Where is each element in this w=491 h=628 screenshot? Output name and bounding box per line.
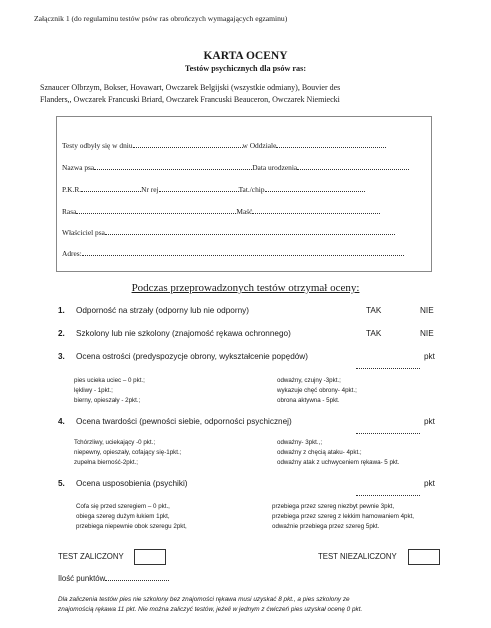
item-4-number: 4. bbox=[58, 417, 65, 426]
annex-note: Załącznik 1 (do regulaminu testów psów ras obrończych wymagających egzaminu) bbox=[34, 14, 288, 23]
branch-field[interactable] bbox=[276, 140, 386, 148]
item-4-points-field[interactable] bbox=[356, 421, 420, 439]
item-3-unit: pkt bbox=[424, 352, 435, 361]
item-3-points-field[interactable] bbox=[356, 356, 420, 374]
dog-name-field[interactable] bbox=[94, 162, 252, 170]
birth-date-field[interactable] bbox=[297, 162, 409, 170]
address-label: Adres: bbox=[62, 249, 82, 258]
points-row bbox=[58, 574, 169, 583]
color-label: Maść bbox=[236, 207, 253, 216]
dog-name-label: Nazwa psa bbox=[62, 163, 95, 172]
test-passed-checkbox[interactable] bbox=[134, 549, 166, 565]
item-4-unit: pkt bbox=[424, 417, 435, 426]
item-5-unit: pkt bbox=[424, 479, 435, 488]
dog-name-row bbox=[62, 162, 409, 172]
pkr-no-label: Nr rej bbox=[141, 185, 159, 194]
birth-date-label: Data urodzenia bbox=[252, 163, 298, 172]
item-4-criteria-right-2: odważny z chęcią ataku- 4pkt.; bbox=[277, 449, 362, 456]
item-5-points-field[interactable] bbox=[356, 483, 420, 501]
item-5-text: Ocena usposobienia (psychiki) bbox=[76, 479, 188, 488]
test-failed-checkbox[interactable] bbox=[408, 549, 440, 565]
item-2-no[interactable]: NIE bbox=[420, 329, 434, 338]
pkr-no-field[interactable] bbox=[159, 184, 239, 192]
footnote-line-2: znajomością rękawa 11 pkt. Nie można zaliczyć testów, jeżeli w jednym z ćwiczeń pies uzyskał ocenę 0 pkt. bbox=[58, 606, 363, 613]
tattoo-label: Tat./chip bbox=[238, 185, 265, 194]
item-1-text: Odporność na strzały (odporny lub nie odporny) bbox=[76, 306, 249, 315]
owner-label: Właściciel psa bbox=[62, 228, 105, 237]
page-title: KARTA OCENY bbox=[203, 50, 288, 62]
tested-on-row bbox=[62, 140, 386, 150]
owner-row bbox=[62, 227, 395, 237]
owner-field[interactable] bbox=[105, 227, 395, 235]
pkr-row bbox=[62, 184, 365, 194]
item-5-criteria-left-2: obiega szereg dużym łukiem 1pkt, bbox=[76, 513, 170, 520]
item-3-criteria-right-1: odważny, czujny -3pkt.; bbox=[277, 377, 341, 384]
tattoo-field[interactable] bbox=[265, 184, 365, 192]
pkr-label: P.K.R. bbox=[62, 185, 82, 194]
breed-label: Rasa bbox=[62, 207, 77, 216]
tested-on-field[interactable] bbox=[133, 140, 243, 148]
item-4-criteria-right-1: odważny- 3pkt.,; bbox=[277, 439, 323, 446]
breed-row bbox=[62, 206, 380, 216]
breed-field[interactable] bbox=[76, 206, 236, 214]
breeds-line-1: Sznaucer Olbrzym, Bokser, Hovawart, Owczarek Belgijski (wszystkie odmiany), Bouvier des bbox=[40, 83, 341, 92]
item-4-criteria-right-3: odważny atak z uchwyceniem rękawa- 5 pkt. bbox=[277, 459, 400, 466]
item-3-criteria-left-3: bierny, opieszały - 2pkt.; bbox=[74, 397, 141, 404]
item-4-text: Ocena twardości (pewności siebie, odporności psychicznej) bbox=[76, 417, 292, 426]
item-5-number: 5. bbox=[58, 479, 65, 488]
item-5-criteria-left-1: Cofa się przed szeregiem – 0 pkt., bbox=[76, 503, 170, 510]
test-failed-label: TEST NIEZALICZONY bbox=[318, 552, 397, 561]
item-2-number: 2. bbox=[58, 329, 65, 338]
item-1-yes[interactable]: TAK bbox=[366, 306, 382, 315]
tested-on-label: Testy odbyły się w dniu bbox=[62, 141, 133, 150]
item-2-yes[interactable]: TAK bbox=[366, 329, 382, 338]
item-4-criteria-left-2: niepewny, opieszały, cofający się-1pkt.; bbox=[74, 449, 182, 456]
item-2-text: Szkolony lub nie szkolony (znajomość rękawa ochronnego) bbox=[76, 329, 291, 338]
item-3-criteria-left-2: lękliwy - 1pkt.; bbox=[74, 387, 113, 394]
footnote-line-1: Dla zaliczenia testów pies nie szkolony bez znajomości rękawa musi uzyskać 8 pkt., a pies szkolony ze bbox=[58, 596, 350, 603]
item-1-no[interactable]: NIE bbox=[420, 306, 434, 315]
address-row bbox=[62, 248, 404, 258]
points-label: Ilość punktów bbox=[58, 574, 106, 583]
color-field[interactable] bbox=[252, 206, 380, 214]
item-4-criteria-left-3: zupełna bierność-2pkt.; bbox=[74, 459, 138, 466]
item-5-criteria-right-3: odważnie przebiega przez szereg 5pkt. bbox=[272, 523, 380, 530]
item-4-criteria-left-1: Tchórzliwy, uciekający -0 pkt.; bbox=[74, 439, 156, 446]
points-field[interactable] bbox=[105, 575, 169, 581]
item-5-criteria-right-1: przebiega przez szereg niezbyt pewnie 3pkt, bbox=[272, 503, 395, 510]
item-3-text: Ocena ostrości (predyspozycje obrony, wykształcenie popędów) bbox=[76, 352, 308, 361]
grades-heading: Podczas przeprowadzonych testów otrzymał oceny: bbox=[131, 282, 360, 294]
page-subtitle: Testów psychicznych dla psów ras: bbox=[184, 64, 307, 73]
item-3-number: 3. bbox=[58, 352, 65, 361]
item-3-criteria-left-1: pies ucieka uciec – 0 pkt.; bbox=[74, 377, 145, 384]
item-3-criteria-right-2: wykazuje chęć obrony- 4pkt.; bbox=[277, 387, 357, 394]
breeds-line-2: Flanders,, Owczarek Francuski Briard, Owczarek Francuski Beauceron, Owczarek Niemiecki bbox=[40, 95, 340, 104]
item-1-number: 1. bbox=[58, 306, 65, 315]
test-passed-label: TEST ZALICZONY bbox=[58, 552, 124, 561]
item-5-criteria-right-2: przebiega przez szereg z lekkim hamowaniem 4pkt, bbox=[272, 513, 415, 520]
item-3-criteria-right-3: obrona aktywna - 5pkt. bbox=[277, 397, 340, 404]
branch-label: w Oddziale bbox=[242, 141, 277, 150]
pkr-field[interactable] bbox=[81, 184, 141, 192]
item-5-criteria-left-3: przebiega niepewnie obok szeregu 2pkt, bbox=[76, 523, 187, 530]
address-field[interactable] bbox=[82, 248, 404, 256]
